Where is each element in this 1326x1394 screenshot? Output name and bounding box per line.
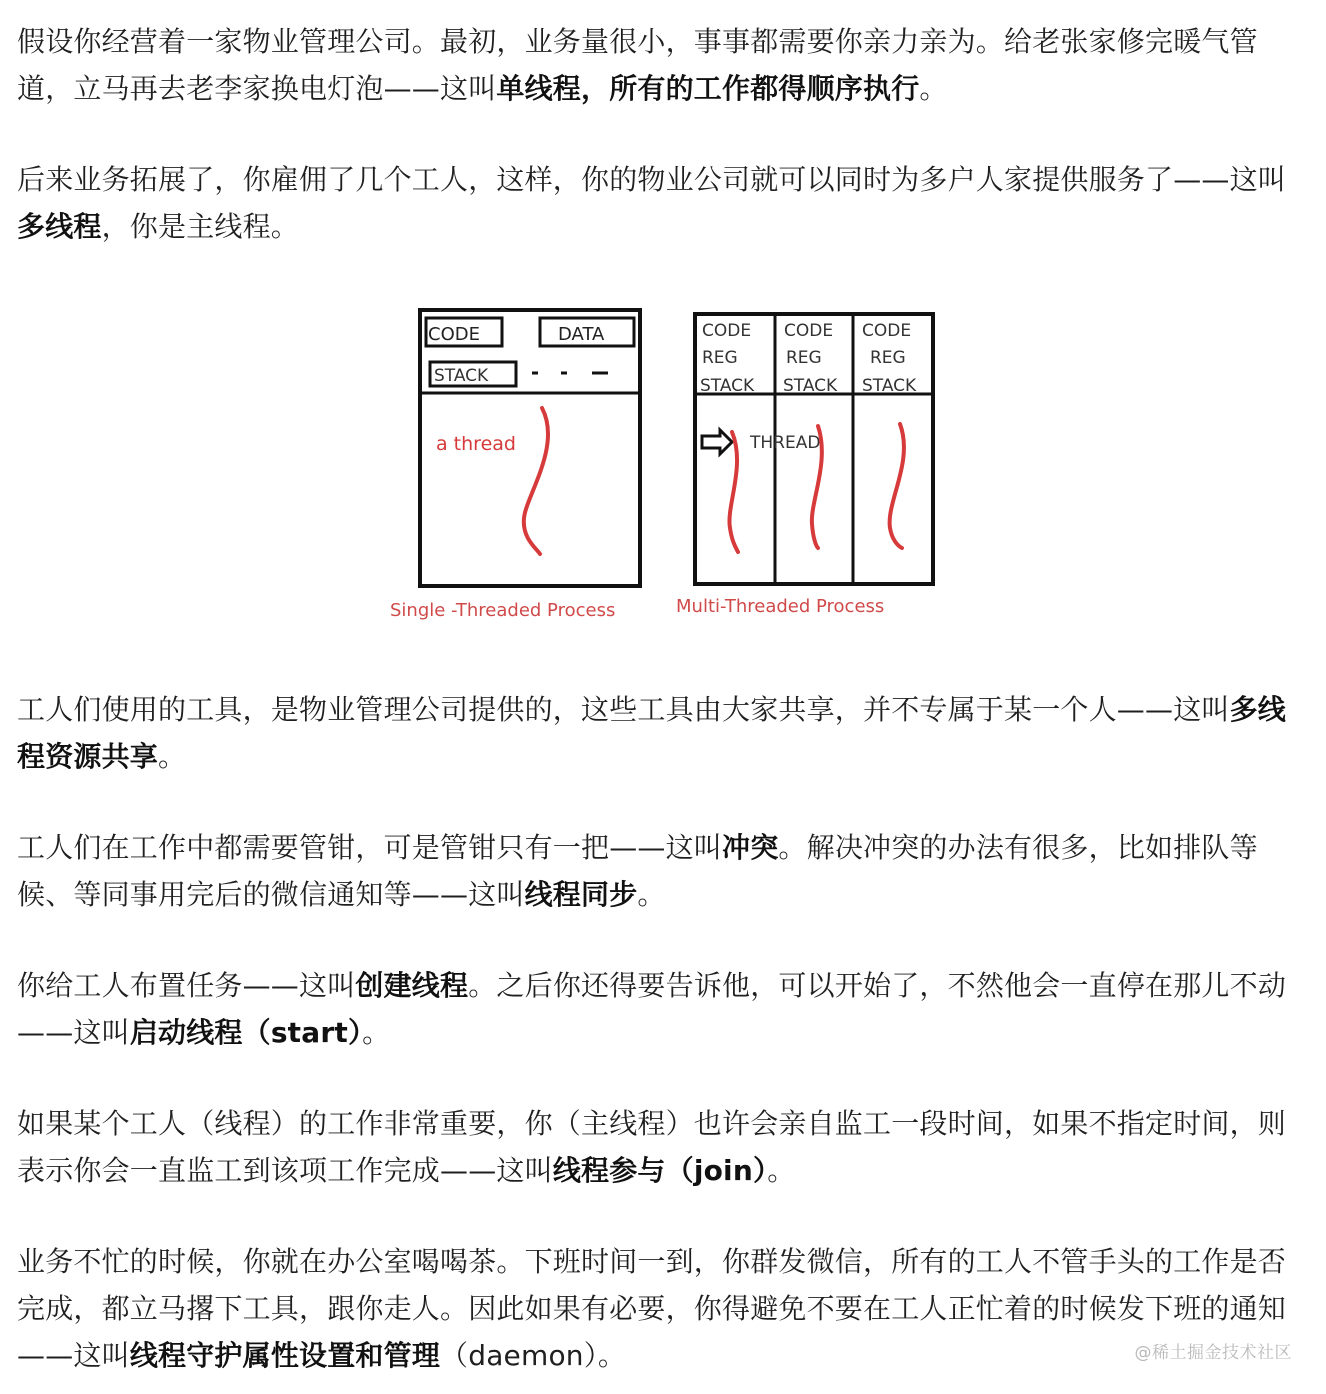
multi-code-label: CODE: [862, 321, 912, 341]
paragraph-text: 。: [637, 878, 666, 911]
paragraph-conflict: [17, 824, 1309, 918]
paragraph-text: 工人们使用的工具，是物业管理公司提供的，这些工具由大家共享，并不专属于某一个人——这叫: [17, 693, 1230, 726]
paragraph-text: 。之后你还得要告诉他，可以开始了，不然他会一直停在那儿不动——这叫: [17, 969, 1287, 1049]
paragraph-text: 业务不忙的时候，你就在办公室喝喝茶。下班时间一到，你群发微信，所有的工人不管手头的工作是否完成，都立马撂下工具，跟你走人。因此如果有必要，你得避免不要在工人正忙着的时候发下班的通知——这叫: [17, 1245, 1287, 1372]
multi-threaded-process: [676, 314, 935, 617]
paragraph-resource-sharing: [17, 686, 1309, 780]
paragraph-text: 假设你经营着一家物业管理公司。最初，业务量很小，事事都需要你亲力亲为。给老张家修完暖气管道，立马再去老李家换电灯泡——这叫: [17, 25, 1258, 105]
term-join: 线程参与（join）: [552, 1154, 768, 1187]
paragraph-text: （daemon）。: [440, 1339, 627, 1372]
multi-code-label: CODE: [784, 321, 834, 341]
arrow-right-icon: [702, 430, 732, 454]
paragraph-text: 如果某个工人（线程）的工作非常重要，你（主线程）也许会亲自监工一段时间，如果不指定时间，则表示你会一直监工到该项工作完成——这叫: [17, 1107, 1287, 1187]
multi-thread-line: [890, 424, 904, 548]
paragraph-text: ，你是主线程。: [101, 210, 300, 243]
term-start-thread: 启动线程（start）: [129, 1016, 363, 1049]
paragraph-create-start: [17, 962, 1309, 1056]
paragraph-text: 你给工人布置任务——这叫: [17, 969, 356, 1002]
single-threaded-process: [390, 310, 642, 621]
single-data-label: DATA: [558, 324, 605, 345]
single-caption: Single -Threaded Process: [390, 600, 616, 621]
term-single-thread: 单线程，所有的工作都得顺序执行: [496, 72, 920, 105]
paragraph-text: 。解决冲突的办法有很多，比如排队等候、等同事用完后的微信通知等——这叫: [17, 831, 1258, 911]
paragraph-join: [17, 1100, 1309, 1194]
multi-stack-label: STACK: [862, 376, 917, 396]
single-stack-label: STACK: [434, 366, 489, 386]
paragraph-text: 工人们在工作中都需要管钳，可是管钳只有一把——这叫: [17, 831, 723, 864]
multi-thread-line: [729, 432, 738, 552]
multi-reg-label: REG: [870, 348, 906, 368]
multi-stack-label: STACK: [700, 376, 755, 396]
paragraph-single-thread: [17, 18, 1309, 112]
paragraph-text: 。: [919, 72, 948, 105]
multi-caption: Multi-Threaded Process: [676, 596, 885, 617]
term-create-thread: 创建线程: [355, 969, 469, 1002]
paragraph-daemon: [17, 1238, 1309, 1379]
thread-diagram: [386, 296, 946, 636]
paragraph-text: 。: [767, 1154, 796, 1187]
single-code-label: CODE: [428, 324, 480, 345]
paragraph-text: 。: [362, 1016, 391, 1049]
term-resource-sharing: 多线程资源共享: [17, 693, 1287, 773]
thread-diagram-svg: [386, 296, 946, 636]
multi-thread-label: THREAD: [750, 433, 821, 453]
watermark: @稀土掘金技术社区: [1134, 1343, 1292, 1363]
single-thread-label: a thread: [436, 433, 516, 455]
multi-stack-label: STACK: [783, 376, 838, 396]
term-conflict: 冲突: [722, 831, 779, 864]
multi-reg-label: REG: [702, 348, 738, 368]
single-thread-line: [524, 408, 548, 554]
term-thread-sync: 线程同步: [524, 878, 638, 911]
term-multi-thread: 多线程: [17, 210, 102, 243]
paragraph-text: 。: [158, 740, 187, 773]
paragraph-multi-thread: [17, 156, 1309, 250]
multi-code-label: CODE: [702, 321, 752, 341]
multi-reg-label: REG: [786, 348, 822, 368]
paragraph-text: 后来业务拓展了，你雇佣了几个工人，这样，你的物业公司就可以同时为多户人家提供服务了——这叫: [17, 163, 1287, 196]
term-daemon: 线程守护属性设置和管理: [129, 1339, 441, 1372]
